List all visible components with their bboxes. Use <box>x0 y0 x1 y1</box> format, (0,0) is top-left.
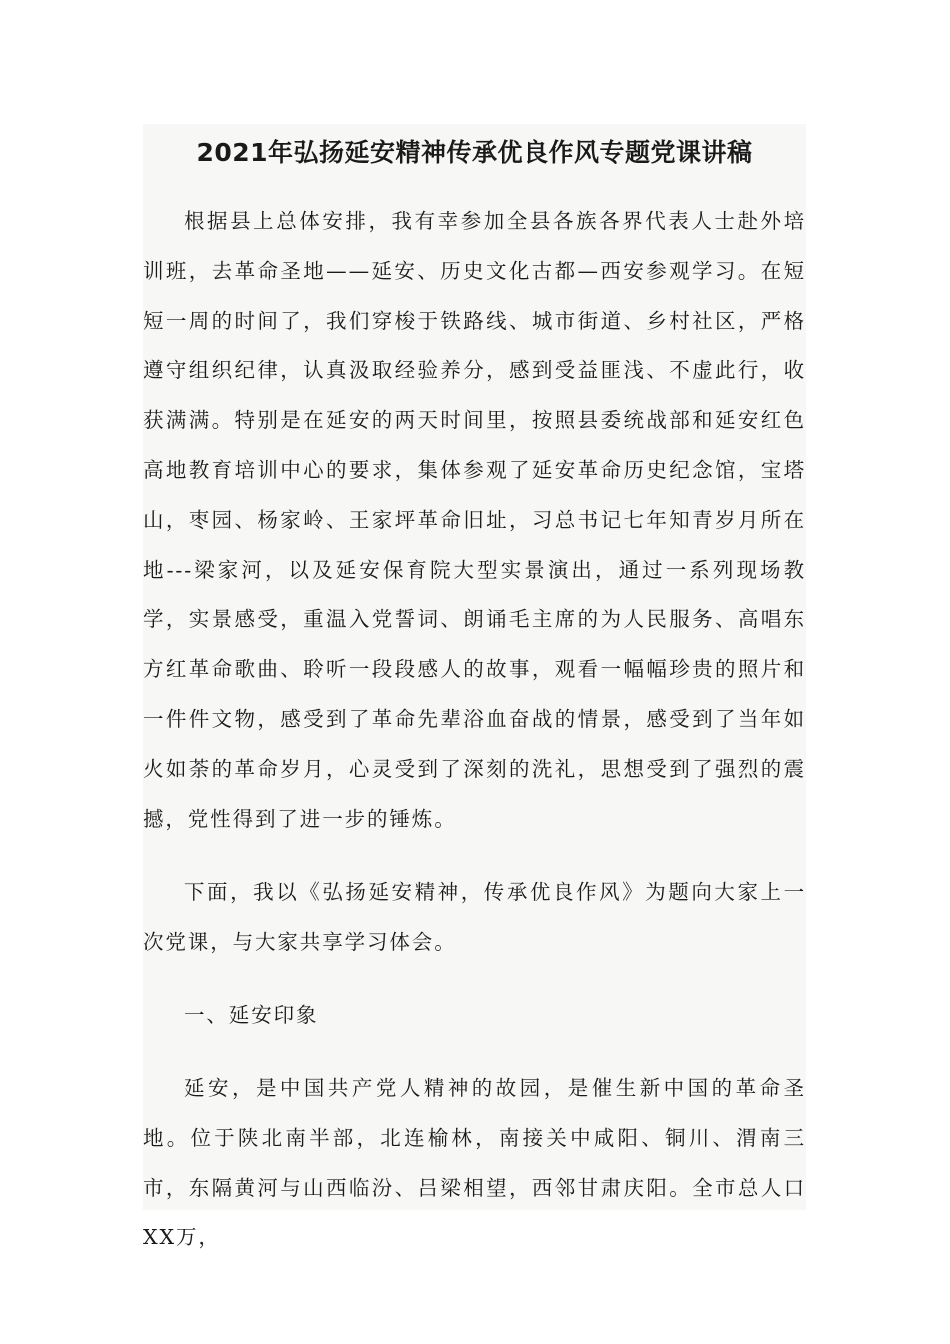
paragraph-topic: 下面，我以《弘扬延安精神，传承优良作风》为题向大家上一次党课，与大家共享学习体会。 <box>143 880 806 954</box>
paragraph-yanan: 延安，是中国共产党人精神的故园，是催生新中国的革命圣地。位于陕北南半部，北连榆林，南接关中咸阳、铜川、渭南三市，东隔黄河与山西临汾、吕梁相望，西邻甘肃庆阳。全市总人口XX万， <box>143 1076 806 1250</box>
paragraph-intro: 根据县上总体安排，我有幸参加全县各族各界代表人士赴外培训班，去革命圣地——延安、历史文化古都—西安参观学习。在短短一周的时间了，我们穿梭于铁路线、城市街道、乡村社区，严格遵守组织纪律，认真汲取经验养分，感到受益匪浅、不虚此行，收获满满。特别是在延安的两天时间里，按照县委统战部和延安红色高地教育培训中心的要求，集体参观了延安革命历史纪念馆，宝塔山，枣园、杨家岭、王家坪革命旧址，习总书记七年知青岁月所在地---梁家河，以及延安保育院大型实景演出，通过一系列现场教学，实景感受，重温入党誓词、朗诵毛主席的为人民服务、高唱东方红革命歌曲、聆听一段段感人的故事，观看一幅幅珍贵的照片和一件件文物，感受到了革命先辈浴血奋战的情景，感受到了当年如火如荼的革命岁月，心灵受到了深刻的洗礼，思想受到了强烈的震撼，党性得到了进一步的锤炼。 <box>143 209 806 831</box>
document-title: 2021年弘扬延安精神传承优良作风专题党课讲稿 <box>196 138 753 167</box>
section-heading: 一、延安印象 <box>184 1003 319 1027</box>
